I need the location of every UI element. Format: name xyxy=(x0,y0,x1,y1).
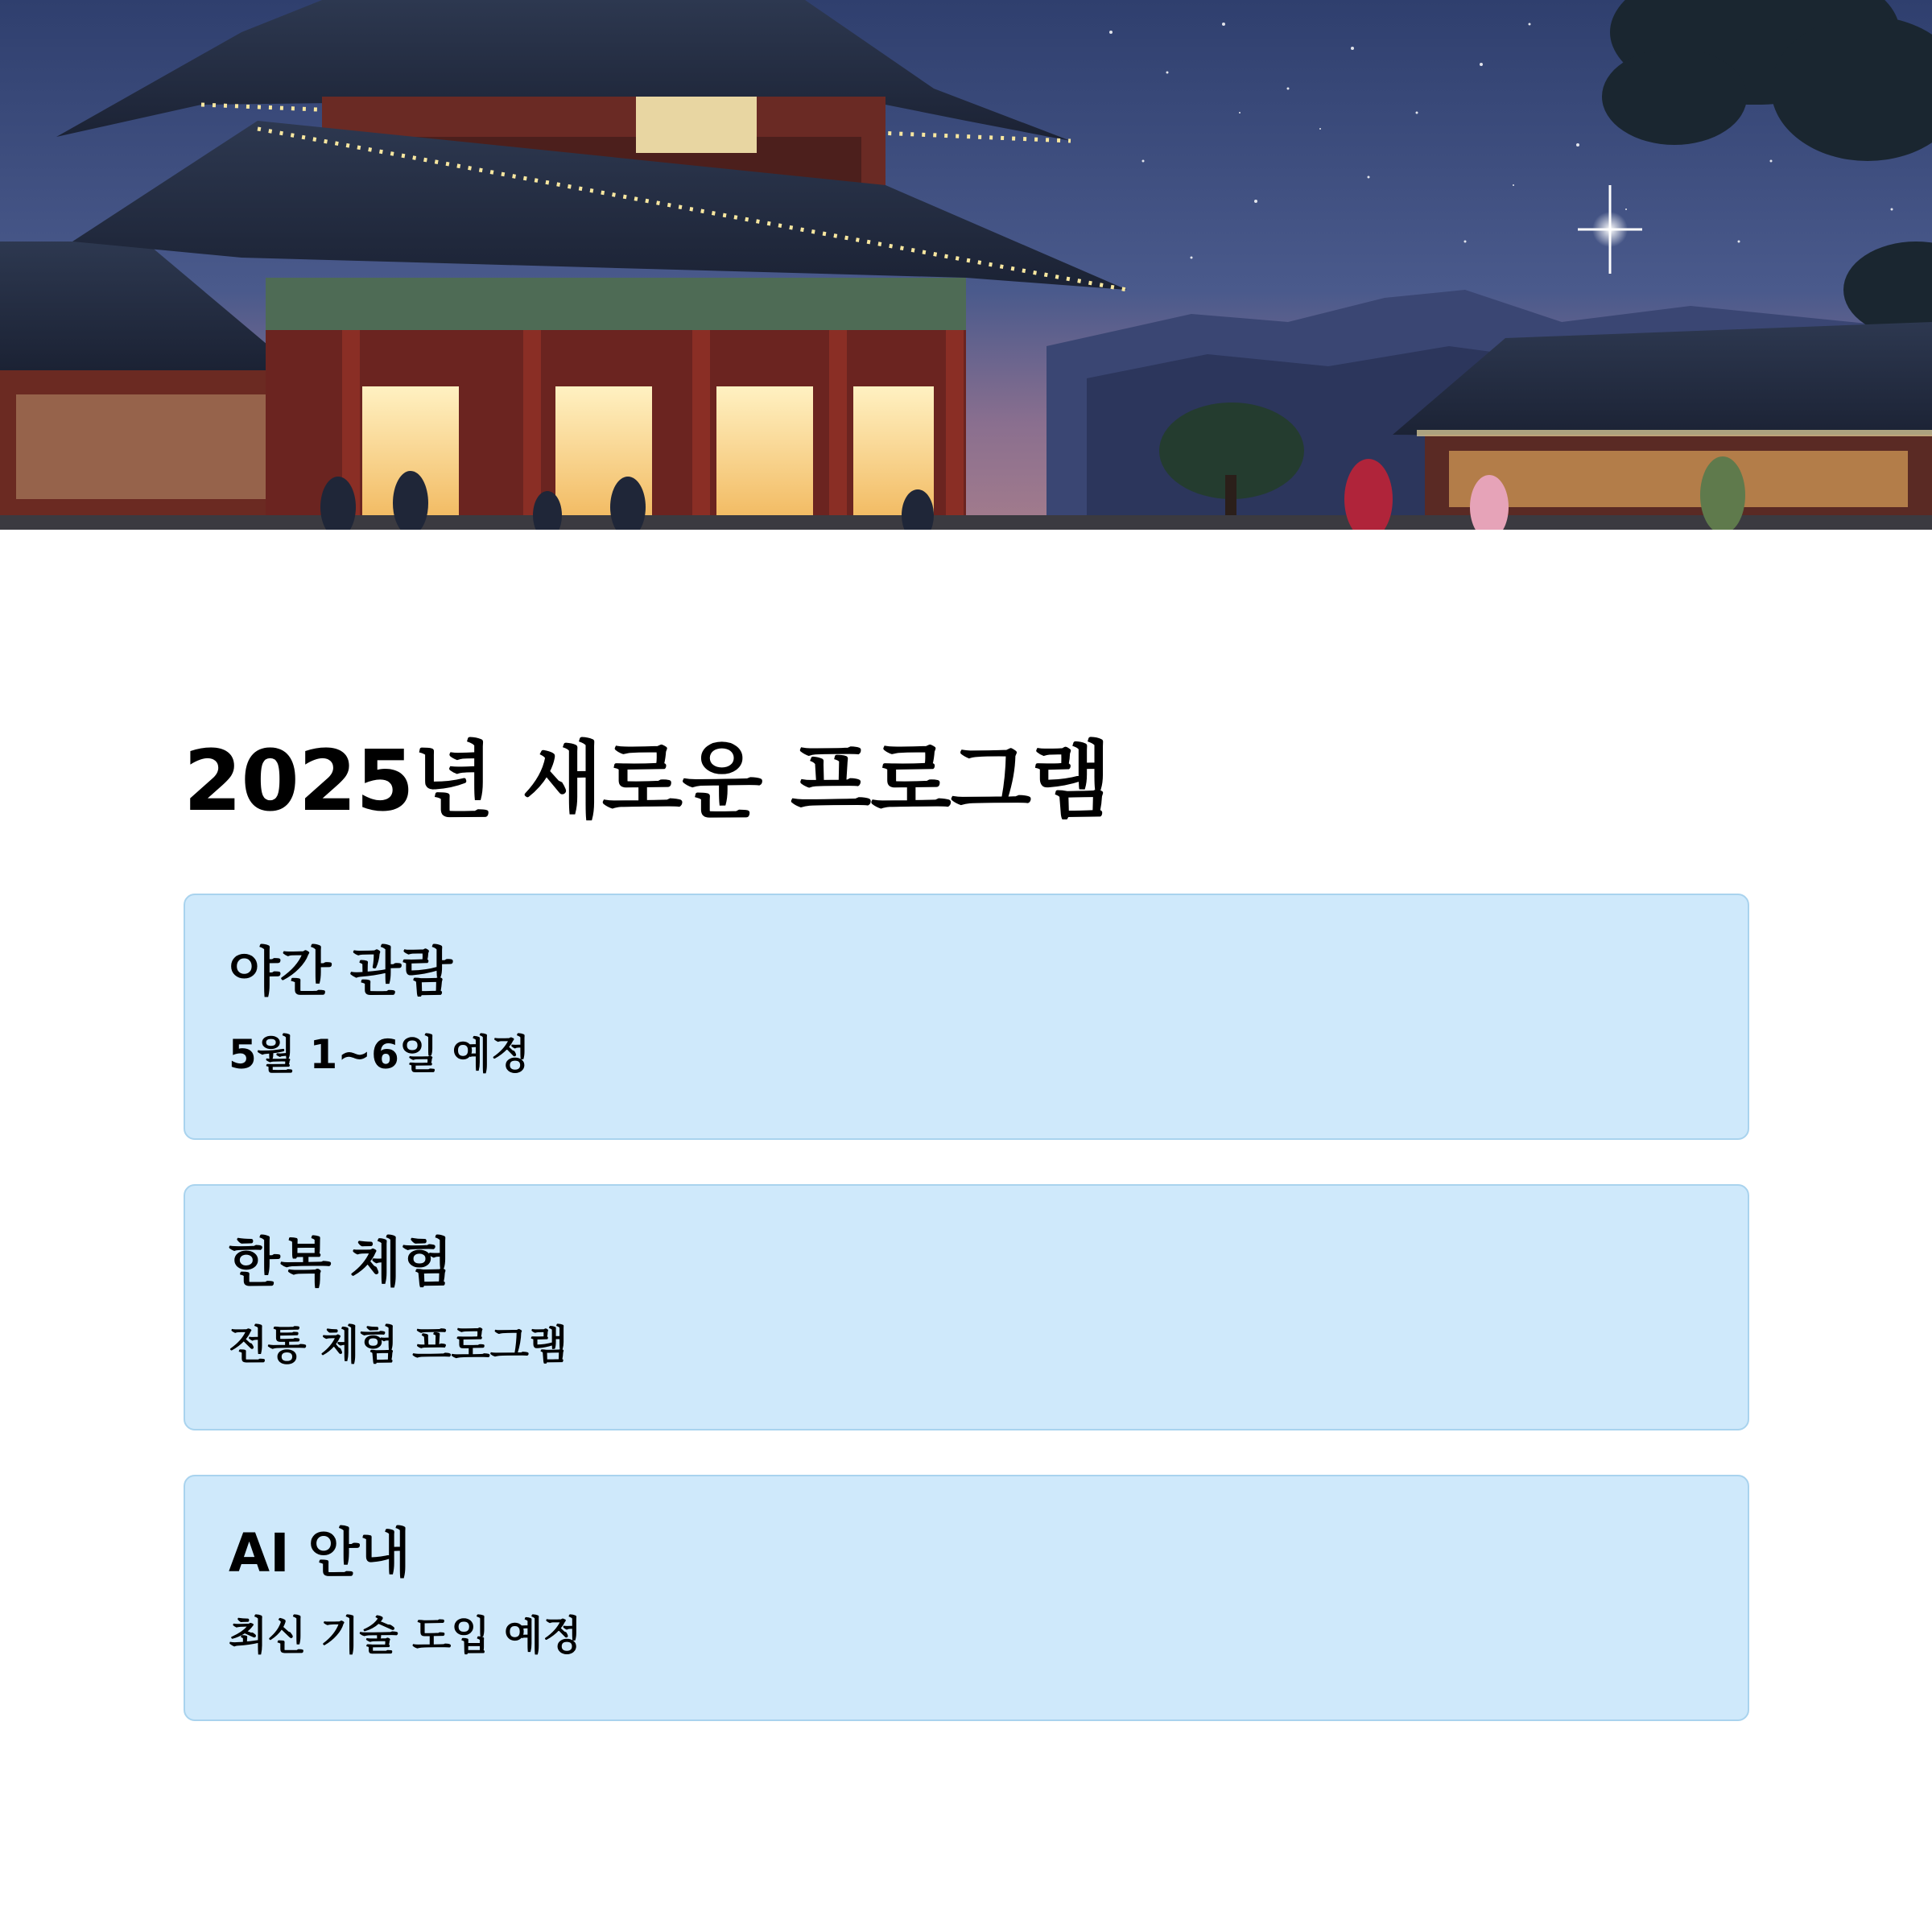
program-card-hanbok-experience[interactable] xyxy=(184,1184,1749,1430)
program-card-night-tour[interactable] xyxy=(184,894,1749,1140)
program-card-description: 최신 기술 도입 예정 xyxy=(229,1612,582,1659)
program-card-description: 전통 체험 프로그램 xyxy=(229,1322,568,1368)
palace-night-illustration xyxy=(0,0,1932,530)
program-card-ai-guide[interactable] xyxy=(184,1475,1749,1721)
hero-banner xyxy=(0,0,1932,530)
program-list xyxy=(184,894,1749,1765)
section-title: 2025년 새로운 프로그램 xyxy=(184,732,1111,830)
program-card-title: 야간 관람 xyxy=(229,941,453,1003)
program-card-title: AI 안내 xyxy=(229,1522,411,1584)
program-card-description: 5월 1~6일 예정 xyxy=(229,1031,530,1078)
program-card-title: 한복 체험 xyxy=(229,1232,453,1294)
programs-section xyxy=(184,724,1749,1659)
